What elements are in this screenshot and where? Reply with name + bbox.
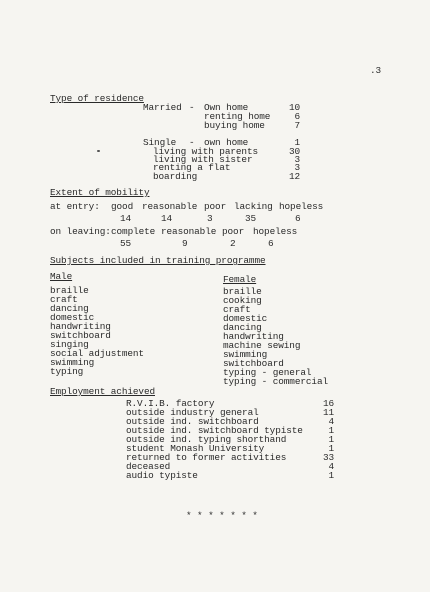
single-row-label: living with sister xyxy=(153,154,253,165)
entry-header: poor xyxy=(204,201,227,212)
single-row-value: 3 xyxy=(294,154,300,165)
employment-row-label: student Monash University xyxy=(126,443,265,454)
list-item: craft xyxy=(223,304,251,315)
list-item: singing xyxy=(50,339,89,350)
employment-row-label: returned to former activities xyxy=(126,452,287,463)
entry-value: 14 xyxy=(161,213,173,224)
employment-row-value: 11 xyxy=(322,407,334,418)
pen-mark xyxy=(97,150,100,152)
single-row-value: 30 xyxy=(288,146,300,157)
list-item: typing xyxy=(50,366,84,377)
entry-value: 35 xyxy=(245,213,257,224)
employment-row-label: deceased xyxy=(126,461,171,472)
list-item: braille xyxy=(50,285,89,296)
list-item: swimming xyxy=(50,357,95,368)
mobility-heading: Extent of mobility xyxy=(50,187,150,198)
list-item: switchboard xyxy=(50,330,111,341)
married-row-value: 7 xyxy=(294,120,300,131)
entry-value: 6 xyxy=(295,213,301,224)
list-item: machine sewing xyxy=(223,340,301,351)
leaving-header: hopeless xyxy=(253,226,298,237)
list-item: braille xyxy=(223,286,262,297)
employment-row-value: 1 xyxy=(328,434,334,445)
married-row-value: 6 xyxy=(294,111,300,122)
entry-header: lacking xyxy=(234,201,273,212)
single-row-value: 3 xyxy=(294,162,300,173)
single-row-label: boarding xyxy=(153,171,198,182)
employment-row-value: 4 xyxy=(328,461,334,472)
leaving-value: 9 xyxy=(182,238,188,249)
married-row-label: Own home xyxy=(204,102,249,113)
employment-row-value: 1 xyxy=(328,470,334,481)
list-item: domestic xyxy=(223,313,268,324)
single-row-value: 12 xyxy=(288,171,300,182)
employment-row-value: 33 xyxy=(322,452,334,463)
employment-row-value: 16 xyxy=(322,398,334,409)
entry-value: 14 xyxy=(120,213,132,224)
employment-row-label: outside ind. switchboard typiste xyxy=(126,425,303,436)
list-item: craft xyxy=(50,294,78,305)
entry-header: good xyxy=(111,201,134,212)
employment-row-value: 4 xyxy=(328,416,334,427)
leaving-header: complete xyxy=(111,226,156,237)
list-item: handwriting xyxy=(50,321,111,332)
employment-row-label: outside ind. typing shorthand xyxy=(126,434,287,445)
subjects-heading: Subjects included in training programme xyxy=(50,255,266,266)
list-item: dancing xyxy=(50,303,89,314)
list-item: typing - general xyxy=(223,367,312,378)
employment-row-value: 1 xyxy=(328,425,334,436)
single-row-label: renting a flat xyxy=(153,162,231,173)
entry-header: reasonable xyxy=(142,201,198,212)
employment-row-label: audio typiste xyxy=(126,470,198,481)
leaving-label: on leaving: xyxy=(50,226,111,237)
married-label: Married xyxy=(143,102,182,113)
leaving-header: poor xyxy=(222,226,245,237)
leaving-value: 2 xyxy=(230,238,236,249)
leaving-header: reasonable xyxy=(161,226,217,237)
footer-stars: * * * * * * * xyxy=(186,510,258,521)
single-row-value: 1 xyxy=(294,137,300,148)
married-row-label: renting home xyxy=(204,111,271,122)
employment-row-value: 1 xyxy=(328,443,334,454)
employment-row-label: outside ind. switchboard xyxy=(126,416,259,427)
male-heading: Male xyxy=(50,271,73,282)
list-item: cooking xyxy=(223,295,262,306)
married-row-label: buying home xyxy=(204,120,265,131)
employment-row-label: outside industry general xyxy=(126,407,259,418)
list-item: switchboard xyxy=(223,358,284,369)
entry-label: at entry: xyxy=(50,201,100,212)
single-row-label: living with parents xyxy=(153,146,258,157)
list-item: typing - commercial xyxy=(223,376,328,387)
leaving-value: 6 xyxy=(268,238,274,249)
list-item: handwriting xyxy=(223,331,284,342)
list-item: social adjustment xyxy=(50,348,144,359)
list-item: swimming xyxy=(223,349,268,360)
entry-header: hopeless xyxy=(279,201,324,212)
single-row-label: own home xyxy=(204,137,249,148)
list-item: dancing xyxy=(223,322,262,333)
married-dash: - xyxy=(189,102,195,113)
entry-value: 3 xyxy=(207,213,213,224)
leaving-value: 55 xyxy=(120,238,132,249)
single-dash: - xyxy=(189,137,195,148)
list-item: domestic xyxy=(50,312,95,323)
page-number: .3 xyxy=(370,65,382,76)
residence-heading: Type of residence xyxy=(50,93,144,104)
employment-row-label: R.V.I.B. factory xyxy=(126,398,215,409)
employment-heading: Employment achieved xyxy=(50,386,155,397)
married-row-value: 10 xyxy=(288,102,300,113)
female-heading: Female xyxy=(223,274,257,285)
single-label: Single xyxy=(143,137,177,148)
